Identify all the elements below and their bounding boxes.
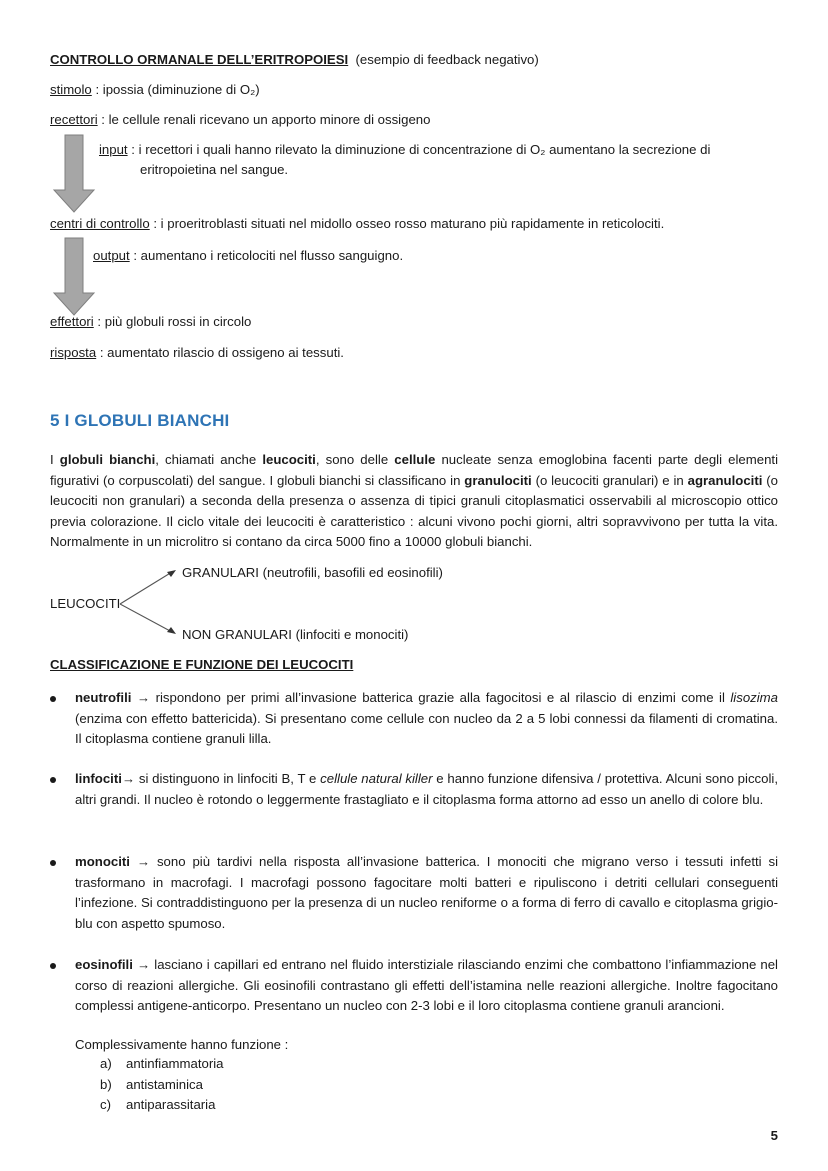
input-line — [99, 142, 710, 158]
tree-branch-non-granulari: NON GRANULARI (linfociti e monociti) — [182, 627, 409, 642]
intro-text: (o leucociti non granulari) a seconda della presenza o assenza di tipici granuli citoplasmatici osservabili al microscopio ottico previa colorazione. Il ciclo vitale dei leucociti è caratteristico : alcuni vivono pochi giorni, altri sopravvivono per tutta la vita. Normalmente in un microlitro si contano da circa 5000 fino a 10000 globuli bianchi. — [50, 472, 778, 549]
intro-text: , sono delle — [315, 452, 395, 467]
eosinofili-summary: Complessivamente hanno funzione : — [75, 1037, 289, 1052]
list-marker: a) — [100, 1056, 112, 1071]
input-line-2 — [140, 162, 288, 178]
intro-bold: agranulociti — [687, 472, 763, 488]
input-text-1: : i recettori i quali hanno rilevato la diminuzione di concentrazione di O₂ aumentano la secrezione di — [127, 142, 711, 157]
function-list-item — [100, 1056, 223, 1072]
risposta-label: risposta — [50, 345, 97, 360]
intro-text: (o leucociti granulari) e in — [531, 472, 688, 488]
input-text-2: eritropoietina nel sangue. — [140, 162, 289, 177]
function-list-item — [100, 1077, 203, 1093]
item-name: neutrofili — [75, 690, 132, 705]
item-text: sono più tardivi nella risposta all’invasione batterica. I monociti che migrano verso i tessuti infetti si trasformano in macrofagi. I macrofagi possono fagocitare molti batteri e ripuliscono i detriti cellulari conseguenti l’infezione. Si contraddistinguono per la presenza di un nucleo reniforme o a forma di ferro di cavallo e citoplasma grigio-blu con aspetto spumoso. — [75, 854, 779, 931]
bullet-icon — [50, 860, 56, 866]
intro-bold: granulociti — [464, 472, 532, 488]
centri-line — [50, 216, 664, 232]
effettori-label: effettori — [50, 314, 94, 329]
intro-text: , chiamati anche — [155, 452, 263, 467]
effettori-text: : più globuli rossi in circolo — [93, 314, 252, 329]
stimolo-label: stimolo — [50, 82, 92, 97]
tree-root: LEUCOCITI — [50, 596, 121, 611]
risposta-text: : aumentato rilascio di ossigeno ai tessuti. — [96, 345, 344, 360]
stimolo-line — [50, 82, 260, 98]
recettori-label: recettori — [50, 112, 98, 127]
intro-bold: cellule — [394, 452, 436, 467]
list-text: antistaminica — [126, 1077, 203, 1092]
risposta-line — [50, 345, 344, 361]
neutrofili-item — [75, 688, 778, 750]
intro-paragraph — [50, 450, 778, 553]
down-arrow-icon — [52, 237, 96, 317]
item-italic: lisozima — [730, 690, 779, 705]
intro-text: nucleate senza emoglobina facenti parte degli elementi figurativi (o corpuscolati) del sangue. I globuli bianchi si classificano in — [50, 452, 778, 488]
item-name: linfociti — [75, 771, 122, 786]
arrow-glyph: → — [132, 957, 155, 972]
arrow-glyph: → — [121, 771, 139, 786]
feedback-title: CONTROLLO ORMANALE DELL’ERITROPOIESI — [50, 52, 349, 67]
intro-bold: globuli bianchi — [59, 452, 156, 467]
bullet-icon — [50, 963, 56, 969]
page-number: 5 — [770, 1128, 778, 1143]
recettori-line — [50, 112, 430, 128]
item-text: rispondono per primi all’invasione batterica grazie alla fagocitosi e al rilascio di enzimi come il — [155, 690, 731, 705]
list-marker: c) — [100, 1097, 111, 1112]
tree-branch-granulari: GRANULARI (neutrofili, basofili ed eosinofili) — [182, 565, 443, 580]
list-text: antiparassitaria — [126, 1097, 216, 1112]
item-text: si distinguono in linfociti B, T e — [138, 771, 321, 786]
classification-title: CLASSIFICAZIONE E FUNZIONE DEI LEUCOCITI — [50, 657, 354, 672]
centri-label: centri di controllo — [50, 216, 150, 231]
item-text: (enzima con effetto battericida). Si presentano come cellule con nucleo da 2 a 5 lobi connessi da filamenti di cromatina. Il citoplasma contiene granuli lilla. — [75, 710, 778, 746]
linfociti-item — [75, 769, 778, 810]
arrow-glyph: → — [131, 690, 156, 705]
bullet-icon — [50, 696, 56, 702]
eosinofili-item — [75, 955, 778, 1017]
branch-arrows-icon — [118, 564, 182, 636]
item-name: monociti — [75, 854, 130, 869]
effettori-line — [50, 314, 251, 330]
item-name: eosinofili — [75, 957, 133, 972]
item-text: e hanno funzione difensiva / protettiva. Alcuni sono piccoli, altri grandi. Il nucleo è rotondo o leggermente frastagliato e il citoplasma forma attorno ad esso un anello di colore blu. — [75, 771, 778, 807]
output-text: : aumentano i reticolociti nel flusso sanguigno. — [129, 248, 404, 263]
feedback-title-note: (esempio di feedback negativo) — [355, 52, 539, 67]
bullet-icon — [50, 777, 56, 783]
recettori-text: : le cellule renali ricevano un apporto minore di ossigeno — [97, 112, 431, 127]
intro-bold: leucociti — [262, 452, 316, 467]
centri-text: : i proeritroblasti situati nel midollo osseo rosso maturano più rapidamente in reticolociti. — [149, 216, 665, 231]
item-text: lasciano i capillari ed entrano nel fluido interstiziale rilasciando enzimi che combattono l’infiammazione nel corso di reazioni allergiche. Gli eosinofili contrastano gli effetti dell’istamina nelle reazioni allergiche. Inoltre fagocitano complessi antigene-anticorpo. Presentano un nucleo con 2-3 lobi e il loro citoplasma contiene granuli arancioni. — [75, 957, 778, 1013]
output-line — [93, 248, 403, 264]
down-arrow-icon — [52, 134, 96, 214]
input-label: input — [99, 142, 128, 157]
list-marker: b) — [100, 1077, 112, 1092]
section-heading: 5 I GLOBULI BIANCHI — [50, 411, 230, 430]
function-list-item — [100, 1097, 215, 1113]
arrow-glyph: → — [129, 854, 157, 869]
feedback-title-line — [50, 52, 539, 68]
output-label: output — [93, 248, 130, 263]
stimolo-text: : ipossia (diminuzione di O₂) — [91, 82, 260, 97]
item-italic: cellule natural killer — [320, 771, 433, 786]
intro-text: I — [50, 452, 60, 467]
monociti-item — [75, 852, 778, 934]
list-text: antinfiammatoria — [126, 1056, 224, 1071]
